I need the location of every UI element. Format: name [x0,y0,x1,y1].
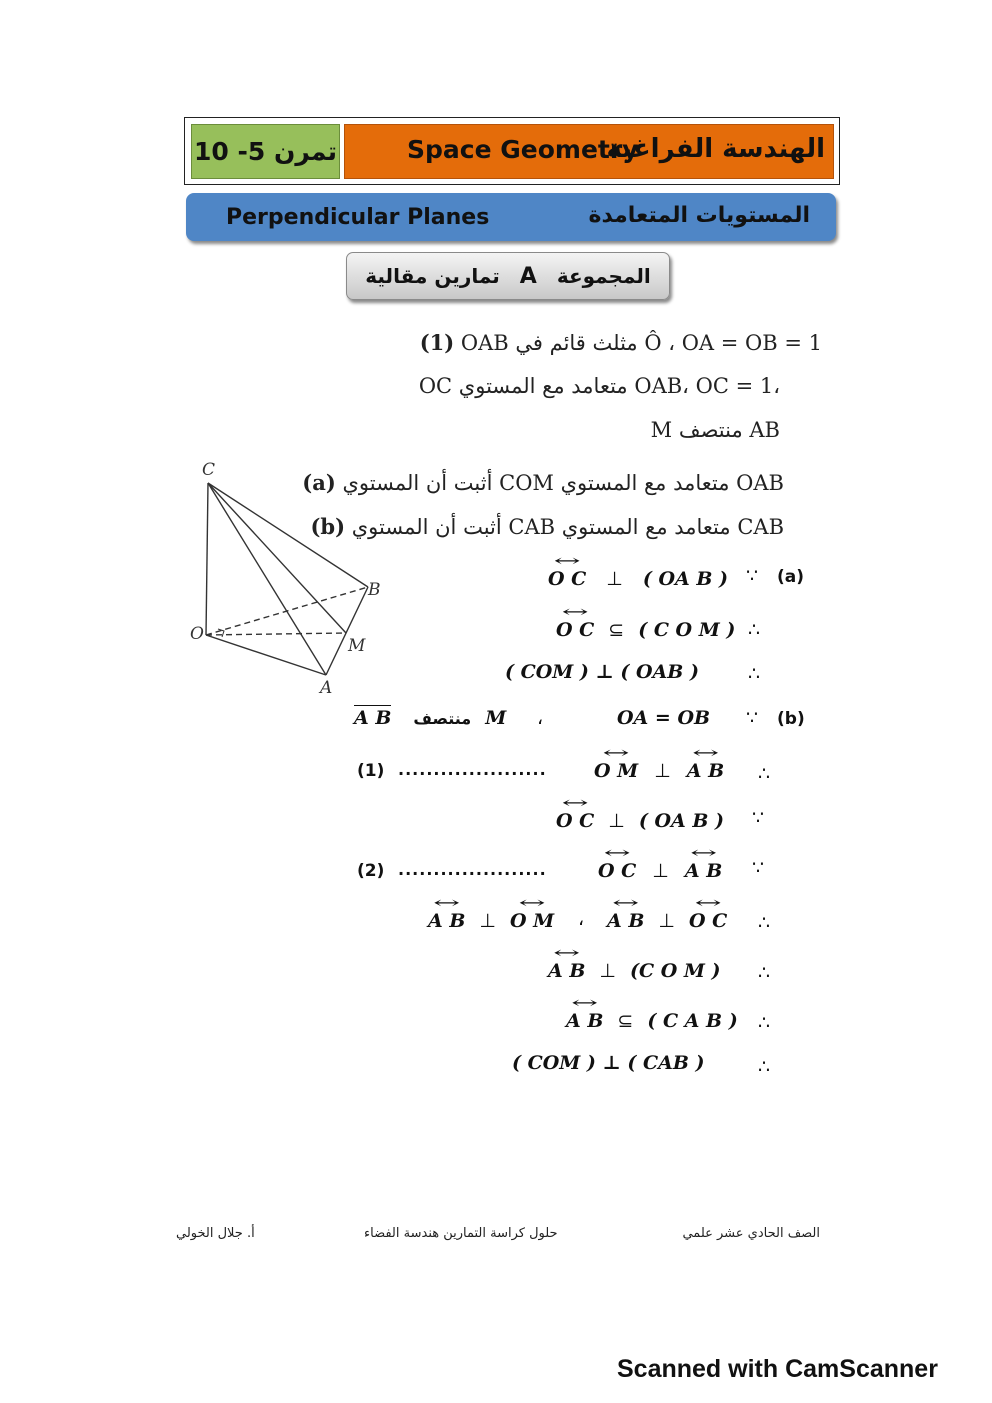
group-label-box [346,252,670,300]
point-label-m: M [348,636,366,656]
footer-book: حلول كراسة التمارين هندسة الفضاء [364,1226,558,1241]
solution-b-line-5-left: ↔ A B ⊥↔ O M [428,908,554,932]
part-a-text: أثبت أن المستوي COM متعامد مع المستوي OAB [342,471,784,495]
problem-line-1 [420,330,822,355]
solution-a-line-3: ( COM ) ⊥ ( OAB ) [505,661,699,683]
right-angle-mark [218,629,224,637]
group-label: المجموعة [556,264,651,288]
because-symbol: ∵ [752,807,765,829]
separator: ، [578,908,585,930]
solution-b-line-6: ↔ A B ⊥ (C O M ) [548,958,721,982]
point-label-c: C [202,460,216,480]
edge-cm [208,483,346,633]
ref-1: (1) [357,761,385,781]
edge-cb [208,483,368,587]
dots-1: ..................... [398,760,547,779]
solution-b-line-4: ↔ O C ⊥↔ A B [598,858,722,882]
because-symbol: ∵ [746,707,759,729]
edge-ob [206,587,368,635]
problem-line-2: OC متعامد مع المستوي OAB، OC = 1، [418,374,780,398]
therefore-symbol: ∴ [758,912,771,934]
solution-b-line-3: ↔ O C ⊥ ( OA B ) [556,808,724,832]
camscanner-watermark: Scanned with CamScanner [617,1355,938,1383]
solution-b-line-1-left: OA = OB [617,707,711,729]
solution-b-line-1-right: A B منتصف M [354,707,507,729]
therefore-symbol: ∴ [758,1012,771,1034]
therefore-symbol: ∴ [758,763,771,785]
pyramid-figure [186,455,396,700]
dots-2: ..................... [398,860,547,879]
solution-a-label: (a) [777,567,805,587]
because-symbol: ∵ [752,857,765,879]
therefore-symbol: ∴ [748,619,761,641]
solution-a-line-2: ↔ O C ⊆ ( C O M ) [556,617,735,641]
footer-author: أ. جلال الخولي [176,1226,255,1241]
therefore-symbol: ∴ [758,1056,771,1078]
edge-oc [206,483,208,635]
edge-ca [208,483,326,675]
problem-line-1-text: OAB مثلث قائم في Ô ، OA = OB = 1 [460,331,822,355]
edge-om [206,633,346,635]
exercise-number: تمرن 5- 10 [191,124,340,179]
solution-b-line-8: ( COM ) ⊥ ( CAB ) [512,1052,705,1074]
solution-a-line-1: ↔ O C ⊥ ( OA B ) [548,566,728,590]
group-type: تمارين مقالية [365,264,500,288]
point-label-o: O [190,624,204,644]
therefore-symbol: ∴ [748,663,761,685]
section-title-arabic: المستويات المتعامدة [588,203,810,228]
problem-line-3: M منتصف AB [650,418,780,442]
title-arabic: الهندسة الفراغية [606,134,825,164]
edge-oa [206,635,326,675]
part-b-label: (b) [310,514,346,539]
part-a-label: (a) [302,470,336,495]
edge-ba [326,587,368,675]
group-letter: A [519,263,537,289]
section-title-english: Perpendicular Planes [226,205,490,230]
footer-grade: الصف الحادي عشر علمي [682,1226,820,1241]
part-b-text: أثبت أن المستوي CAB متعامد مع المستوي CAB [351,515,784,539]
point-label-a: A [320,678,333,698]
because-symbol: ∵ [746,565,759,587]
therefore-symbol: ∴ [758,962,771,984]
separator: ، [537,707,544,729]
solution-b-line-7: ↔ A B ⊆ ( C A B ) [566,1008,738,1032]
point-label-b: B [368,580,381,600]
section-bar [186,193,836,241]
solution-b-label: (b) [777,709,805,729]
solution-b-line-5-right: ↔ A B ⊥↔ O C [607,908,727,932]
problem-number: (1) [419,330,455,355]
ref-2: (2) [357,861,385,881]
title-english: Space Geometry [407,135,639,164]
title-banner [344,124,834,179]
solution-b-line-2: ↔ O M ⊥↔ A B [594,758,724,782]
